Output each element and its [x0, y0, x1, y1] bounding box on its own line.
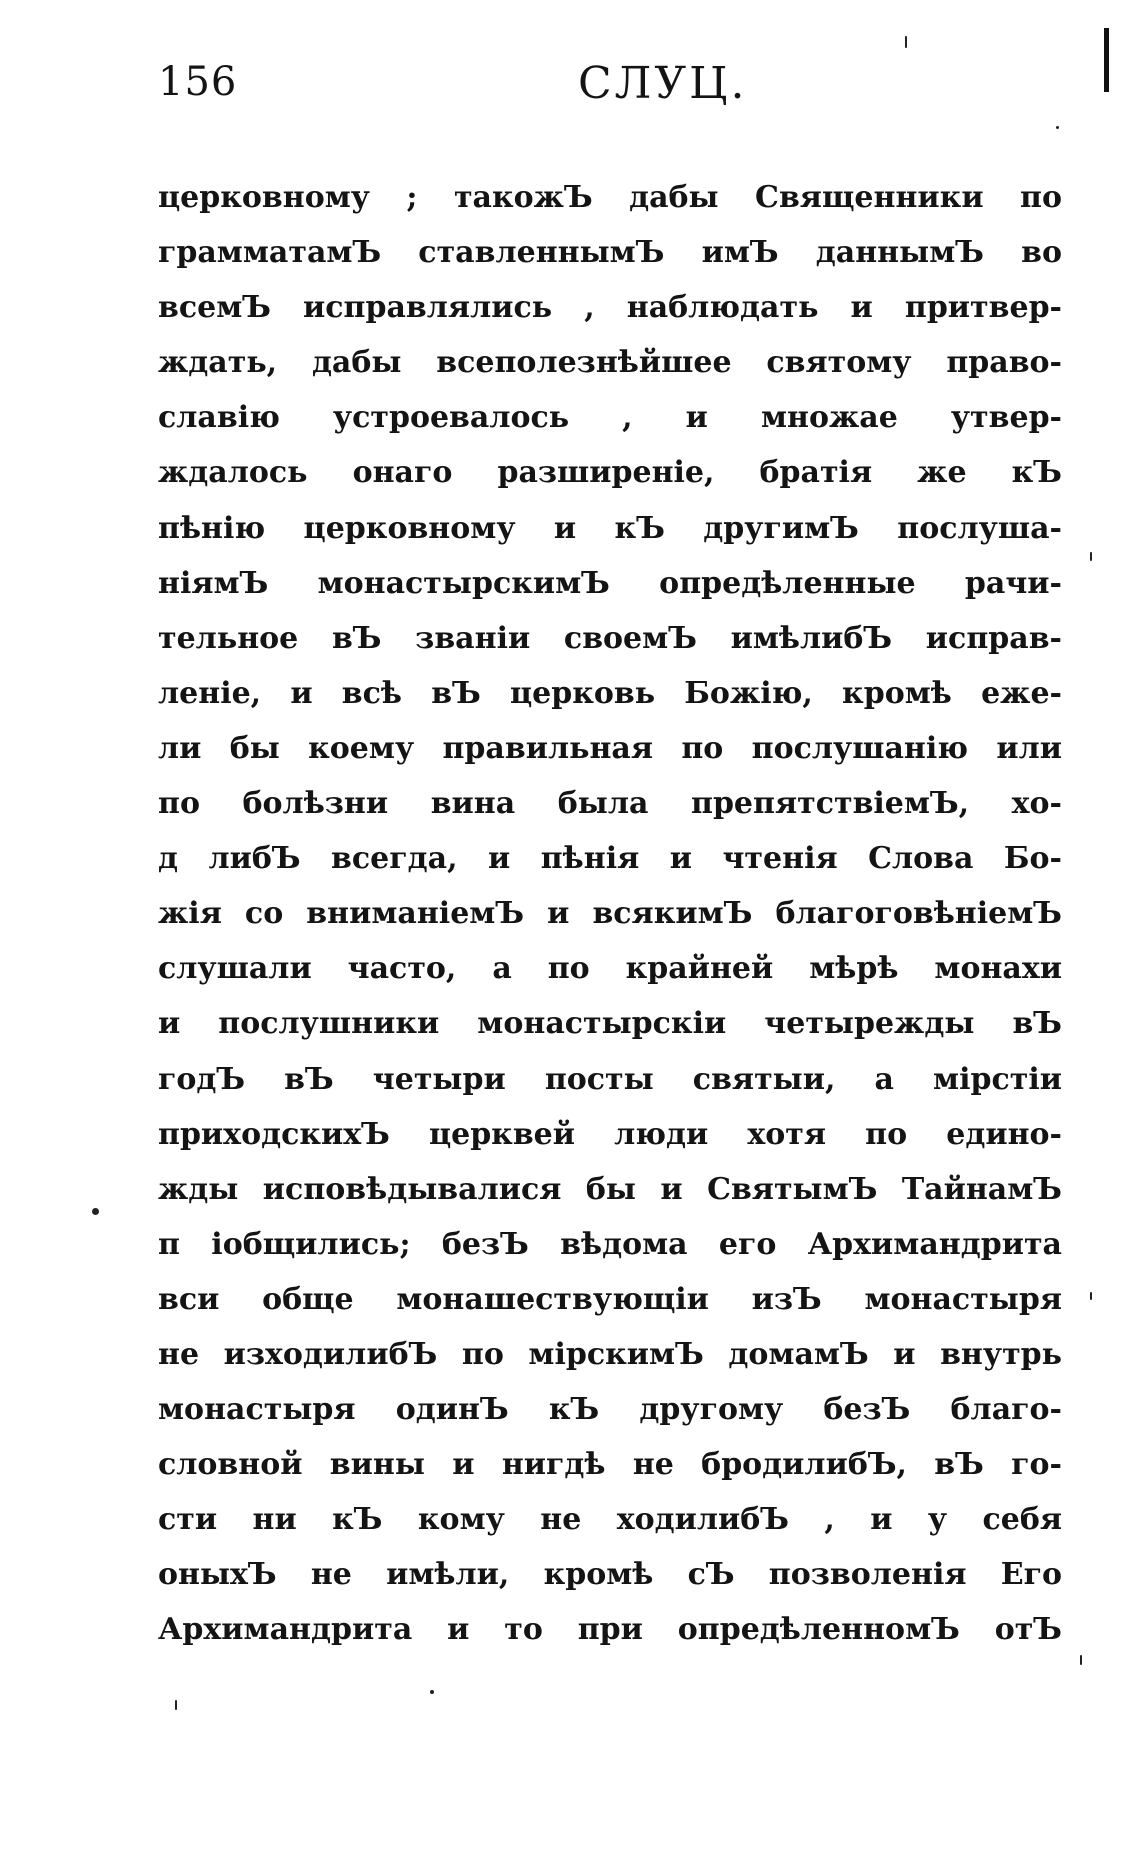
text-line: Архимандрита и то при опредѣленномЪ отЪ [158, 1612, 1062, 1648]
text-line: и послушники монастырскіи четырежды вЪ [158, 1006, 1062, 1042]
scan-speck [430, 1690, 434, 1694]
text-line: словной вины и нигдѣ не бродилибЪ, вЪ го- [158, 1447, 1062, 1483]
scan-speck [1056, 126, 1059, 129]
text-line: грамматамЪ ставленнымЪ имЪ даннымЪ во [158, 235, 1062, 271]
text-line: д либЪ всегда, и пѣнія и чтенія Слова Бо- [158, 841, 1062, 877]
body-text [158, 170, 1062, 1658]
text-line: сти ни кЪ кому не ходилибЪ , и у себя [158, 1502, 1062, 1538]
scan-speck [1080, 1655, 1082, 1665]
scan-speck [92, 1208, 99, 1215]
scan-speck [1090, 552, 1092, 561]
text-line: славію устроевалось , и множае утвер- [158, 400, 1062, 436]
text-line: монастыря одинЪ кЪ другому безЪ благо- [158, 1392, 1062, 1428]
text-line: пѣнію церковному и кЪ другимЪ послуша- [158, 510, 1062, 546]
running-head: СЛУЦ. [578, 58, 748, 109]
text-line: ли бы коему правильная по послушанію или [158, 730, 1062, 766]
text-line: п іобщились; безЪ вѣдома его Архимандрита [158, 1226, 1062, 1262]
text-line: ждалось онаго разширеніе, братія же кЪ [158, 455, 1062, 491]
scan-speck [1090, 1292, 1092, 1300]
text-line: жія со вниманіемЪ и всякимЪ благоговѣніемЪ [158, 896, 1062, 932]
scan-speck [905, 36, 907, 48]
text-line: леніе, и всѣ вЪ церковь Божію, кромѣ еже- [158, 675, 1062, 711]
text-line: годЪ вЪ четыри посты святыи, а мірстіи [158, 1061, 1062, 1097]
text-line: церковному ; такожЪ дабы Священники по [158, 180, 1062, 215]
text-line: слушали часто, а по крайней мѣрѣ монахи [158, 951, 1062, 987]
text-line: ждать, дабы всеполезнѣйшее святому право- [158, 345, 1062, 381]
text-line: жды исповѣдывалися бы и СвятымЪ ТайнамЪ [158, 1171, 1062, 1207]
page-number: 156 [158, 59, 238, 105]
text-line: тельное вЪ званіи своемЪ имѣлибЪ исправ- [158, 620, 1062, 656]
text-line: по болѣзни вина была препятствіемЪ, хо- [158, 786, 1062, 822]
text-line: вси обще монашествующіи изЪ монастыря [158, 1281, 1062, 1317]
text-line: всемЪ исправлялись , наблюдать и притвер- [158, 290, 1062, 326]
text-line: оныхЪ не имѣли, кромѣ сЪ позволенія Его [158, 1557, 1062, 1593]
text-line: приходскихЪ церквей люди хотя по едино- [158, 1116, 1062, 1152]
scan-speck [175, 1700, 177, 1710]
text-line: не изходилибЪ по мірскимЪ домамЪ и внутрь [158, 1336, 1062, 1372]
page-edge-mark [1104, 28, 1109, 92]
text-line: ніямЪ монастырскимЪ опредѣленные рачи- [158, 565, 1062, 601]
